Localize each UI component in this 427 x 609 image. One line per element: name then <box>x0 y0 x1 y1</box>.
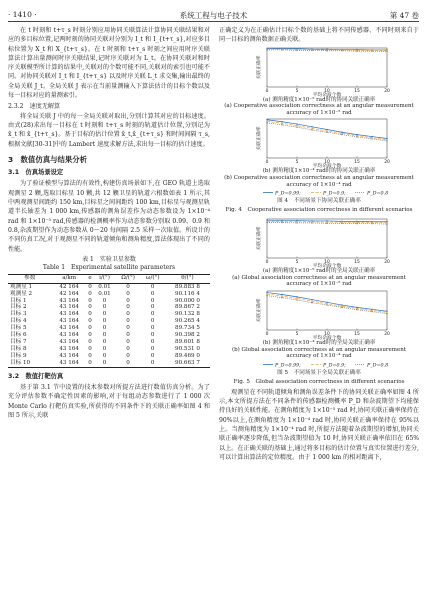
table-cell: 43 164 <box>59 304 79 311</box>
data-point <box>296 49 297 50</box>
data-point <box>371 50 372 51</box>
table-cell: 目标 10 <box>8 360 52 367</box>
data-point <box>296 296 297 297</box>
section-3-heading: 3 数值仿真与结果分析 <box>8 154 88 164</box>
y-axis-label: 关联正确率 <box>257 55 262 80</box>
table-header-cell: e <box>88 275 92 282</box>
x-tick-label: 20 <box>384 260 390 266</box>
data-point <box>371 139 372 140</box>
table-cell: 观测星 2 <box>10 290 33 297</box>
fig5-legend <box>219 360 419 369</box>
legend-label: P_D=0.8 <box>367 191 389 197</box>
data-point <box>386 141 387 142</box>
table-cell: 0 <box>150 290 155 297</box>
data-point <box>356 50 357 51</box>
data-point <box>311 126 312 127</box>
data-point <box>311 299 312 300</box>
table-cell: 0 <box>88 283 92 290</box>
fig5b-caption-cn: (b) 测角精度1×10⁻⁴ rad时的全局关联正确率 <box>262 339 376 346</box>
fig4a-caption-cn: (a) 测角精度1×10⁻⁵ rad时的协同关联正确率 <box>262 96 376 103</box>
table-cell: 0 <box>102 325 107 332</box>
data-point <box>296 124 297 125</box>
table-cell: 0 <box>88 290 92 297</box>
x-tick-label: 5 <box>295 160 299 166</box>
table-cell: 0 <box>88 345 92 352</box>
data-point <box>311 130 312 131</box>
data-point <box>281 297 282 298</box>
table-cell: 42 164 <box>59 283 79 290</box>
fig4b-caption-cn: (b) 测角精度1×10⁻⁴ rad时的协同关联正确率 <box>262 168 376 175</box>
table-cell: 90.398 2 <box>175 332 200 339</box>
table-cell: 89.883 8 <box>175 283 200 290</box>
table-cell: 0.01 <box>98 283 111 290</box>
fig4b-caption-en: (b) Cooperative association correctness at an angular measurement accuracy of 1×10⁻⁴ rad <box>224 174 414 188</box>
table-cell: 0 <box>150 318 155 325</box>
right-column <box>219 26 419 462</box>
chart-fig5a <box>219 216 419 268</box>
table-cell: 0 <box>150 325 155 332</box>
x-axis-label: 平均杂波个数 <box>312 335 342 340</box>
table-cell: 43 164 <box>59 325 79 332</box>
y-axis-label: 关联正确率 <box>257 126 262 151</box>
table-row <box>8 291 210 298</box>
table-cell: 43 164 <box>52 360 87 367</box>
table-cell: 43 164 <box>59 332 79 339</box>
table-cell: 0 <box>126 290 130 297</box>
table-header-cell: i/(°) <box>93 274 115 283</box>
data-point <box>341 223 342 224</box>
table-cell: 目标 1 <box>10 297 27 304</box>
data-point <box>311 302 312 303</box>
legend-label: P_D=0.99; <box>275 191 301 197</box>
data-point <box>281 123 282 124</box>
table-cell: 目标 2 <box>10 304 27 311</box>
data-point <box>386 224 387 225</box>
section-3-2-heading: 3.2 数值打靶仿真 <box>8 372 64 380</box>
left-column <box>8 26 210 420</box>
table-row <box>8 304 210 311</box>
table-row <box>8 311 210 318</box>
table-cell: 0 <box>88 318 92 325</box>
data-point <box>311 222 312 223</box>
table-cell: 43 164 <box>59 318 79 325</box>
table-cell: 0 <box>150 283 155 290</box>
data-point <box>326 302 327 303</box>
data-point <box>311 300 312 301</box>
table-cell: 0 <box>102 318 107 325</box>
data-point <box>281 49 282 50</box>
table-cell: 0 <box>102 338 107 345</box>
table-header-cell: ω/(°) <box>140 274 165 283</box>
data-point <box>326 50 327 51</box>
x-tick-label: 15 <box>354 88 360 94</box>
table-cell: 43 164 <box>59 297 79 304</box>
table-cell: 43 164 <box>59 338 79 345</box>
x-tick-label: 0 <box>265 260 269 266</box>
data-point <box>281 222 282 223</box>
table-row <box>8 339 210 346</box>
table-cell: 0 <box>150 332 155 339</box>
paragraph-results: 观测星在不同轨道倾角和测角误差条件下的协同关联正确率如图 4 所示,本文所提方法在不同条件的传感器检测概率 P_D 和杂波期望下均能保持良好的关联性能。在测角精度为 1×10⁻⁵ rad 时,协同关联正确率保持在 90%以上,在测角精度为 1×10⁻⁴ rad 时,协同关联正确率保持在 95%以上。当测角精度为 1×10⁻⁴ rad 时,所提方法随着杂波期望的增加,协同关联正确率逐步降低,但当杂波期望值为 10 时,协同关联正确率依旧在 65%以上。在正确关联的基础上,通过将多目标的估计位置与真实位置进行差分,可以计算出算法的定位精度。由于 1 000 km 的相对距离下, <box>219 388 419 461</box>
table-cell: 89.867 2 <box>175 304 200 311</box>
subsection-2-3-2: 2.3.2 速度无解算 <box>8 103 61 111</box>
x-axis-label: 平均杂波个数 <box>312 92 342 97</box>
data-point <box>296 125 297 126</box>
paragraph-monte-carlo: 基于第 3.1 节中设置的技术参数对所提方法进行数值仿真分析。为了充分评估参数不确定性因素的影响,对于每组动态参数进行了 1 000 次 Monte Carlo 打靶仿真实验,所获得的不同条件下的关联正确率如图 4 和图 5 所示,关联 <box>8 383 210 419</box>
data-point <box>371 223 372 224</box>
plot-frame <box>267 119 387 158</box>
legend-label: P_D=0.9; <box>323 191 346 197</box>
table-cell: 90.116 4 <box>175 290 200 297</box>
data-point <box>356 223 357 224</box>
data-point <box>296 127 297 128</box>
data-point <box>296 299 297 300</box>
table-header-cell: θ/(°) <box>165 274 210 283</box>
table-cell: 0.01 <box>98 290 111 297</box>
data-point <box>311 128 312 129</box>
fig5a-caption-cn: (a) 测角精度1×10⁻⁵ rad时的全局关联正确率 <box>262 268 376 275</box>
table-row <box>8 298 210 305</box>
table-cell: 0 <box>150 352 155 359</box>
table-header-cell: a/km <box>52 274 87 283</box>
x-axis-label: 平均杂波个数 <box>312 164 342 169</box>
table-cell: 0 <box>126 297 130 304</box>
table-row <box>8 360 210 367</box>
data-point <box>386 50 387 51</box>
table-cell: 0 <box>150 297 155 304</box>
data-point <box>311 49 312 50</box>
header-rule <box>8 21 419 22</box>
table-cell: 目标 6 <box>10 332 27 339</box>
x-tick-label: 10 <box>324 88 330 94</box>
x-tick-label: 20 <box>384 160 390 166</box>
x-tick-label: 5 <box>295 260 299 266</box>
table-header-row <box>8 274 210 283</box>
table-cell: 0 <box>150 304 155 311</box>
table-cell: 目标 8 <box>10 345 27 352</box>
data-point <box>386 313 387 314</box>
satellite-parameters-table <box>8 274 210 368</box>
table-row <box>8 332 210 339</box>
table-cell: 0 <box>102 332 107 339</box>
paragraph-scenario: 为了验证模型与算法的有效性,构建仿真场景如下,在 GEO 轨道上选取观测星 2 颗,选取目标星 10 颗,共 12 颗卫星的轨道六根数如表 1 所示,其中两观测星间距约 150 km,目标星之间间距约 100 km,目标星与观测星轨道半长轴差为 1 000 km,传感器的测角误差作为动态参数设为 1×10⁻⁴ rad 和 1×10⁻⁵ rad,传感器的检测概率作为动态参数分别取 0.99、0.9 和 0.8,杂波期望作为动态参数从 0～20 每间隔 2.5 采样一次取值。所设计的不同仿真工况,对于观测星不同的轨道倾角和测角精度,算法体现出了不同的性能。 <box>8 180 210 253</box>
table-row <box>8 346 210 353</box>
x-tick-label: 15 <box>354 160 360 166</box>
x-tick-label: 20 <box>384 331 390 337</box>
data-point <box>281 121 282 122</box>
y-axis-label: 关联正确率 <box>257 226 262 251</box>
page-number: · 1410 · <box>8 10 37 19</box>
table-1-caption-en: Table 1 Experimental satellite parameters <box>42 263 176 271</box>
table-cell: 0 <box>102 304 107 311</box>
x-tick-label: 15 <box>354 260 360 266</box>
table-cell: 目标 4 <box>10 318 27 325</box>
table-cell: 89.469 0 <box>175 352 200 359</box>
table-cell: 0 <box>88 304 92 311</box>
data-point <box>266 293 267 294</box>
fig5-caption-cn: 图 5 不同场景下全局关联正确率 <box>277 369 361 376</box>
data-point <box>326 129 327 130</box>
data-point <box>281 294 282 295</box>
table-cell: 0 <box>116 360 141 367</box>
data-point <box>266 119 267 120</box>
table-cell: 0 <box>102 297 107 304</box>
table-cell: 0 <box>88 332 92 339</box>
x-tick-label: 10 <box>324 160 330 166</box>
table-cell: 0 <box>126 332 130 339</box>
x-tick-label: 0 <box>265 160 269 166</box>
data-point <box>281 295 282 296</box>
chart-fig4b <box>219 116 419 168</box>
table-cell: 0 <box>126 338 130 345</box>
table-cell: 目标 9 <box>10 352 27 359</box>
table-cell: 42 164 <box>59 290 79 297</box>
table-cell: 0 <box>140 360 165 367</box>
data-point <box>266 121 267 122</box>
table-cell: 0 <box>88 311 92 318</box>
fig4-legend <box>219 188 419 197</box>
x-tick-label: 10 <box>324 260 330 266</box>
fig4-caption: Fig. 4 Cooperative association correctness in different scenarios <box>225 207 413 214</box>
table-cell: 0 <box>102 311 107 318</box>
table-cell: 0 <box>102 345 107 352</box>
table-cell: 89.734 5 <box>175 325 200 332</box>
fig5-caption: Fig. 5 Global association correctness in different scenarios <box>233 378 405 385</box>
table-cell: 0 <box>150 345 155 352</box>
table-cell: 观测星 1 <box>10 283 33 290</box>
table-cell: 43 164 <box>59 311 79 318</box>
table-cell: 90.531 0 <box>175 345 200 352</box>
data-point <box>266 222 267 223</box>
table-cell: 90.132 8 <box>175 311 200 318</box>
figure-5 <box>219 216 419 386</box>
data-point <box>296 298 297 299</box>
legend-label: P_D=0.8 <box>367 363 389 369</box>
table-cell: 目标 3 <box>10 311 27 318</box>
fig4-caption-cn: 图 4 不同场景下协同关联正确率 <box>277 198 361 205</box>
table-cell: 0 <box>88 325 92 332</box>
x-tick-label: 5 <box>295 331 299 337</box>
data-point <box>266 123 267 124</box>
x-tick-label: 5 <box>295 88 299 94</box>
data-point <box>296 222 297 223</box>
x-tick-label: 0 <box>265 331 269 337</box>
table-row <box>8 283 210 290</box>
table-cell: 0 <box>126 325 130 332</box>
data-point <box>341 307 342 308</box>
table-cell: 0 <box>126 304 130 311</box>
table-row <box>8 318 210 325</box>
table-cell: 0 <box>126 352 130 359</box>
data-point <box>266 292 267 293</box>
table-1-caption-cn: 表 1 实验卫星参数 <box>82 255 136 263</box>
legend-label: P_D=0.9; <box>323 363 346 369</box>
table-row <box>8 325 210 332</box>
table-cell: 90.663 7 <box>165 360 210 367</box>
x-tick-label: 15 <box>354 331 360 337</box>
x-tick-label: 0 <box>265 88 269 94</box>
table-cell: 目标 5 <box>10 325 27 332</box>
table-cell: 0 <box>126 318 130 325</box>
y-axis-label: 关联正确率 <box>257 298 262 323</box>
plot-frame <box>267 48 387 87</box>
table-cell: 0 <box>150 311 155 318</box>
paragraph-association: 在 t 时刻和 t+τ_s 时刻分别应用协同关联算法计算协同关联结果和对应的多目标位置,记两时刻的协同关联对分别为 I_t 和 I_{t+τ_s},对应多目标位置为 X_t 和 X_{t+τ_s}。在 t 时刻和 t+τ_s 时刻之间应用时序关联算法计算出量测间时序关联结果,记时序关联对为 L_t。在协同关联对和时序关联模型所计算的结果中,关联对的个数可能不同,关联对的索引也可能不同。对协同关联对 I_t 和 I_{t+τ_s} 以及时序关联 L_t 求交集,输出最终的全局关联 J_t。全局关联 J 表示在当前量测输入下算法估计的目标个数以及每一目标对应的量测索引。 <box>8 27 210 100</box>
chart-fig4a <box>219 45 419 97</box>
fig5b-caption-en: (b) Global association correctness at an angular measurement accuracy of 1×10⁻⁴ rad <box>232 346 406 360</box>
data-point <box>266 49 267 50</box>
table-cell: 0 <box>126 283 130 290</box>
legend-label: P_D=0.99; <box>275 363 301 369</box>
data-point <box>326 223 327 224</box>
table-cell: 0 <box>88 297 92 304</box>
table-header-cell: Ω/(°) <box>116 274 141 283</box>
data-point <box>326 304 327 305</box>
figure-4 <box>219 45 419 215</box>
fig5a-caption-en: (a) Global association correctness at an angular measurement accuracy of 1×10⁻⁵ rad <box>232 274 406 288</box>
running-header <box>8 8 419 22</box>
table-cell: 90.000 0 <box>175 297 200 304</box>
data-point <box>341 50 342 51</box>
plot-frame <box>267 219 387 258</box>
fig4a-caption-en: (a) Cooperative association correctness at an angular measurement accuracy of 1×10⁻⁵ rad <box>224 103 414 116</box>
table-cell: 0 <box>150 338 155 345</box>
data-point <box>326 132 327 133</box>
table-cell: 0 <box>93 360 115 367</box>
table-cell: 0 <box>126 345 130 352</box>
table-cell: 0 <box>88 359 92 366</box>
x-tick-label: 10 <box>324 331 330 337</box>
paragraph-definition: 正确定义为在正确估计目标个数的基础上将不同传感器、不同时刻来自于同一目标的测角数据正确关联。 <box>219 27 419 44</box>
table-cell: 43 164 <box>59 352 79 359</box>
data-point <box>266 295 267 296</box>
table-body <box>8 283 210 367</box>
table-cell: 0 <box>88 338 92 345</box>
data-point <box>356 309 357 310</box>
x-tick-label: 20 <box>384 88 390 94</box>
table-cell: 0 <box>88 352 92 359</box>
volume-number: 第 47 卷 <box>389 11 419 20</box>
table-cell: 89.601 8 <box>175 338 200 345</box>
data-point <box>341 134 342 135</box>
data-point <box>356 137 357 138</box>
table-1-caption <box>8 256 210 272</box>
table-cell: 0 <box>102 352 107 359</box>
section-3-1-heading: 3.1 仿真场景设定 <box>8 169 64 177</box>
table-header-cell: 参数 <box>8 274 52 283</box>
data-point <box>371 311 372 312</box>
table-cell: 0 <box>126 311 130 318</box>
journal-name: 系统工程与电子技术 <box>179 11 248 20</box>
data-point <box>281 125 282 126</box>
paragraph-velocity: 将全局关联 J 中的每一全局关联对取出,分别计算其对应的目标速度。由式(28)求出每一目标在 t 时刻和 t+τ_s 时刻的轨道估计位置,分别记为 x̂_t 和 x̂_{t+τ_s}。基于目标的估计位置 x̂_t,x̂_{t+τ_s} 和时间间隔 τ_s,根据文献[30-31]中的 Lambert 速度求解方法,求出每一目标的估计速度。 <box>8 112 210 148</box>
x-axis-label: 平均杂波个数 <box>312 264 342 269</box>
table-cell: 目标 7 <box>10 338 27 345</box>
table-row <box>8 353 210 360</box>
chart-fig5b <box>219 288 419 340</box>
table-cell: 43 164 <box>59 345 79 352</box>
table-cell: 90.265 4 <box>175 318 200 325</box>
